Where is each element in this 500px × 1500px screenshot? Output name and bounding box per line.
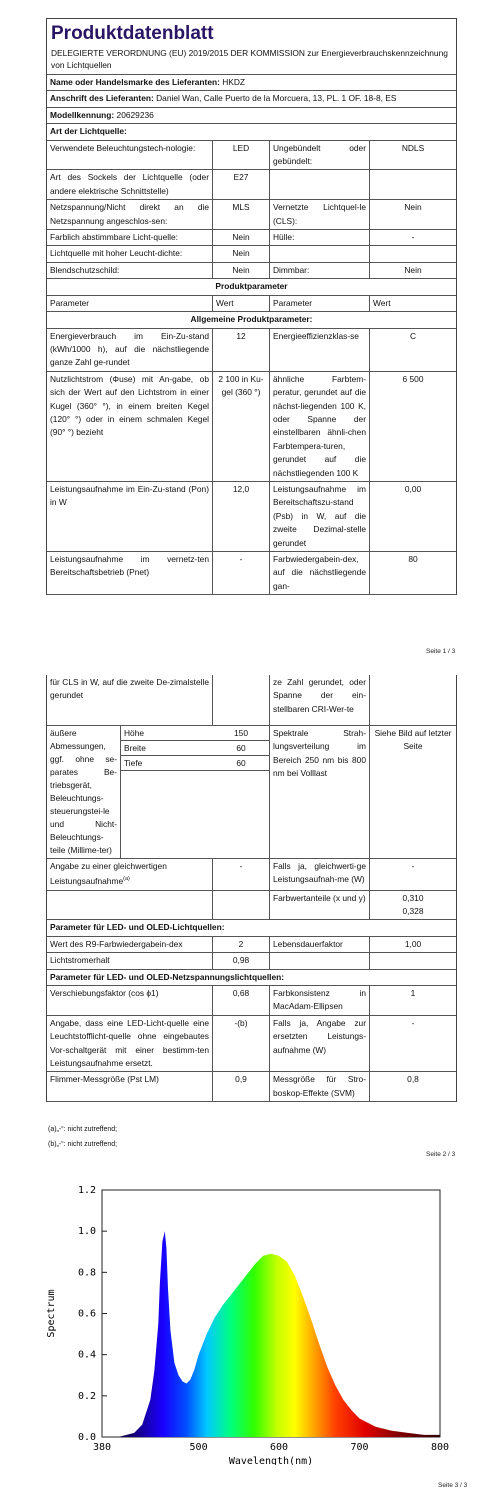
mains-label-1: Flimmer-Messgröße (Pst LM)	[47, 1072, 213, 1101]
y-tick-label: 1.0	[77, 1226, 96, 1238]
type-label-1: Art des Sockels der Lichtquelle (oder andere elektrische Schnittstelle)	[47, 170, 213, 199]
mains-value-2: 0,8	[407, 1074, 419, 1085]
type-value-2	[370, 170, 456, 199]
type-row	[47, 230, 456, 246]
led-table	[47, 937, 456, 970]
led-value-1: 0,98	[213, 953, 270, 968]
mains-label-1: Angabe, dass eine LED-Licht-quelle eine Leuchtstofflicht-quelle ohne eingebautes Vor-schaltgerät mit einer bestimm-ten Leistungsaufnahme ersetzt.	[47, 1016, 213, 1072]
col-param-1: Parameter	[47, 296, 213, 311]
mains-value-2: 1	[410, 988, 416, 999]
type-label-2	[270, 246, 370, 261]
led-label-1: Wert des R9-Farbwiedergabein-dex	[47, 937, 213, 952]
type-value-2	[370, 246, 456, 261]
type-row	[47, 170, 456, 200]
type-value-1: Nein	[213, 246, 270, 261]
general-value-2: 6 500	[402, 373, 424, 384]
cont-label-2: ze Zahl gerundet, oder Spanne der ein-stellbaren CRI-Wer-te	[270, 675, 370, 725]
address-label: Anschrift des Lieferanten:	[50, 93, 154, 104]
x-tick-label: 500	[189, 1442, 208, 1453]
led-row	[47, 937, 456, 953]
general-label-1: Energieverbrauch im Ein-Zu-stand (kWh/1000 h), auf die nächstliegende ganze Zahl ge-rundet	[47, 329, 213, 371]
mains-table	[47, 986, 456, 1102]
params-column-header	[47, 296, 456, 312]
y-tick-label: 0.4	[77, 1349, 96, 1361]
mains-value-1: -(b)	[213, 1016, 270, 1072]
general-label-1: Leistungsaufnahme im Ein-Zu-stand (Pon) in W	[47, 482, 213, 551]
page-number-1: Seite 1 / 3	[426, 648, 456, 655]
y-tick-label: 0.2	[77, 1390, 96, 1402]
led-row	[47, 953, 456, 969]
equiv-value: -	[213, 859, 270, 890]
mains-row	[47, 986, 456, 1016]
type-row	[47, 141, 456, 171]
general-table	[47, 329, 456, 596]
datasheet-page-1	[46, 18, 457, 595]
x-tick-label: 380	[92, 1442, 112, 1453]
dimension-names	[121, 726, 213, 858]
dimension-value: 60	[213, 741, 269, 756]
type-label-1: Farblich abstimmbare Licht-quelle:	[47, 230, 213, 245]
type-label-2: Vernetzte Lichtquel-le (CLS):	[270, 200, 370, 229]
supplier-address: Daniel Wan, Calle Puerto de la Morcuera, 13, PL. 1 OF. 18-8, ES	[156, 93, 397, 104]
chromaticity-row	[47, 891, 456, 921]
general-value-2: C	[409, 330, 417, 341]
led-heading: Parameter für LED- und OLED-Lichtquellen:	[50, 922, 225, 933]
general-row	[47, 552, 456, 595]
cont-label-1: für CLS in W, auf die zweite De-zimalstelle gerundet	[47, 675, 213, 725]
y-tick-label: 0.6	[77, 1308, 96, 1320]
chroma-label: Farbwertanteile (x und y)	[270, 891, 370, 920]
mains-label-1: Verschiebungsfaktor (cos ϕ1)	[47, 986, 213, 1015]
general-label-2: ähnliche Farbtem-peratur, gerundet auf die nächst-liegenden 100 K, oder Spanne der einstellbaren ähnli-chen Farbtempera-turen, gerundet auf die nächstliegenden 100 K	[270, 372, 370, 481]
datasheet-page-2	[46, 675, 457, 1102]
page-number-3: Seite 3 / 3	[438, 1482, 468, 1489]
model-id: 20629236	[116, 109, 154, 120]
y-tick-label: 0.8	[77, 1267, 96, 1279]
type-label-2: Hülle:	[270, 230, 370, 245]
general-value-2: 0,00	[404, 483, 422, 494]
x-tick-label: 600	[270, 1442, 289, 1453]
general-value-1: 12,0	[213, 482, 270, 551]
footnote-a: (a)„-“: nicht zutreffend;	[48, 1126, 118, 1133]
general-value-2: 80	[408, 554, 418, 564]
equivalent-power-row	[47, 859, 456, 891]
dimensions-row	[47, 726, 456, 859]
general-row	[47, 372, 456, 482]
type-label-1: Lichtquelle mit hoher Leucht-dichte:	[47, 246, 213, 261]
type-row	[47, 246, 456, 262]
general-value-1: -	[213, 552, 270, 594]
dimension-name: Tiefe	[124, 758, 143, 768]
type-value-1: E27	[213, 170, 270, 199]
chroma-x: 0,310	[402, 892, 424, 903]
col-param-2: Parameter	[270, 296, 370, 311]
led-value-2: 1,00	[404, 938, 422, 949]
led-value-1: 2	[213, 937, 270, 952]
chroma-y: 0,328	[402, 906, 424, 917]
type-value-1: Nein	[213, 230, 270, 245]
supplier-name-label: Name oder Handelsmarke des Lieferanten:	[50, 77, 220, 87]
mains-row	[47, 1072, 456, 1102]
params-heading: Produktparameter	[215, 281, 288, 292]
general-label-1: Leistungsaufnahme im vernetz-ten Bereitschaftsbetrieb (Pnet)	[47, 552, 213, 594]
general-heading: Allgemeine Produktparameter:	[190, 314, 313, 325]
type-table	[47, 141, 456, 280]
mains-label-2: Messgröße für Stro-boskop-Effekte (SVM)	[270, 1072, 370, 1101]
col-value-1: Wert	[213, 296, 270, 311]
dimensions-label: äußere Abmessungen, ggf. ohne se-parates Be-triebsgerät, Beleuchtungs-steuerungstei-le und Nicht-Beleuchtungs-teile (Millime-ter)	[47, 726, 121, 858]
general-label-2: Energieeffizienzklas-se	[270, 329, 370, 371]
type-value-2: Nein	[404, 202, 422, 213]
type-row	[47, 200, 456, 230]
type-label-1: Netzspannung/Nicht direkt an die Netzspannung angeschlos-sen:	[47, 200, 213, 229]
regulation-text: DELEGIERTE VERORDNUNG (EU) 2019/2015 DER KOMMISSION zur Energieverbrauchskennzeichnung von Lichtquellen	[51, 48, 448, 70]
mains-heading: Parameter für LED- und OLED-Netzspannungslichtquellen:	[50, 971, 285, 982]
mains-row	[47, 1016, 456, 1073]
type-value-2: NDLS	[401, 142, 425, 153]
dimension-name: Breite	[124, 743, 146, 753]
y-axis-label: Spectrum	[46, 1289, 57, 1338]
x-axis-label: Wavelength(nm)	[228, 1456, 314, 1465]
page-number-2: Seite 2 / 3	[426, 1151, 456, 1158]
spectrum-series-area	[102, 1231, 440, 1437]
mains-label-2: Falls ja, Angabe zur ersetzten Leistungs-aufnahme (W)	[270, 1016, 370, 1072]
led-label-1: Lichtstromerhalt	[47, 953, 213, 968]
y-tick-label: 0.0	[77, 1432, 96, 1443]
mains-value-1: 0,68	[213, 986, 270, 1015]
general-label-2: Farbwiedergabein-dex, auf die nächstliegende gan-	[270, 552, 370, 594]
type-row	[47, 263, 456, 279]
type-value-1: MLS	[213, 200, 270, 229]
dimension-values	[213, 726, 270, 858]
led-value-2	[370, 953, 456, 968]
mains-label-2: Farbkonsistenz in MacAdam-Ellipsen	[270, 986, 370, 1015]
equiv-power-label: Falls ja, gleichwerti-ge Leistungsaufnah-me (W)	[270, 859, 370, 890]
mains-value-2: -	[411, 1017, 415, 1028]
page-title: Produktdatenblatt	[51, 23, 214, 44]
type-value-1: LED	[213, 141, 270, 170]
mains-value-1: 0,9	[213, 1072, 270, 1101]
x-tick-label: 700	[350, 1442, 369, 1453]
type-label-1: Verwendete Beleuchtungstech-nologie:	[47, 141, 213, 170]
general-row	[47, 482, 456, 552]
x-tick-label: 800	[430, 1442, 450, 1453]
spectrum-chart	[30, 1165, 470, 1465]
type-label-2	[270, 170, 370, 199]
y-tick-label: 1.2	[77, 1185, 96, 1196]
type-label-2: Dimmbar:	[270, 263, 370, 278]
model-label: Modellkennung:	[50, 109, 115, 120]
header-block	[47, 19, 456, 75]
col-value-2: Wert	[373, 297, 391, 308]
led-label-2: Lebensdauerfaktor	[270, 937, 370, 952]
supplier-name: HKDZ	[222, 77, 246, 87]
type-heading: Art der Lichtquelle:	[50, 126, 127, 137]
type-value-1: Nein	[213, 263, 270, 278]
type-label-2: Ungebündelt oder gebündelt:	[270, 141, 370, 170]
equiv-power-value: -	[411, 861, 415, 871]
continued-row	[47, 675, 456, 726]
general-label-1: Nutzlichtstrom (Φuse) mit An-gabe, ob sich der Wert auf den Lichtstrom in einer Kugel (360° °), in einem breiten Kegel (120° °) oder in einem schmalen Kegel (90° °) bezieht	[47, 372, 213, 481]
equiv-label: Angabe zu einer gleichwertigen Leistungsaufnahme	[50, 861, 167, 887]
general-value-1: 12	[213, 329, 270, 371]
type-value-2: Nein	[404, 264, 422, 275]
equiv-footnote-mark: (a)	[123, 876, 130, 883]
led-label-2	[270, 953, 370, 968]
general-label-2: Leistungsaufnahme im Bereitschaftszu-stand (Psb) in W, auf die zweite Dezimal-stelle gerundet	[270, 482, 370, 551]
spectral-value: Siehe Bild auf letzter Seite	[374, 728, 452, 752]
general-value-1: 2 100 in Ku-gel (360 °)	[213, 372, 270, 481]
spectral-label: Spektrale Strah-lungsverteilung im Bereich 250 nm bis 800 nm bei Volllast	[270, 726, 370, 858]
dimension-value: 150	[213, 726, 269, 741]
dimension-name: Höhe	[124, 728, 145, 738]
cont-value-2	[370, 675, 456, 725]
dimension-value: 60	[213, 756, 269, 771]
type-label-1: Blendschutzschild:	[47, 263, 213, 278]
type-value-2: -	[411, 232, 415, 243]
footnote-b: (b)„-“: nicht zutreffend;	[48, 1141, 118, 1148]
cont-value-1	[213, 675, 270, 725]
general-row	[47, 329, 456, 372]
